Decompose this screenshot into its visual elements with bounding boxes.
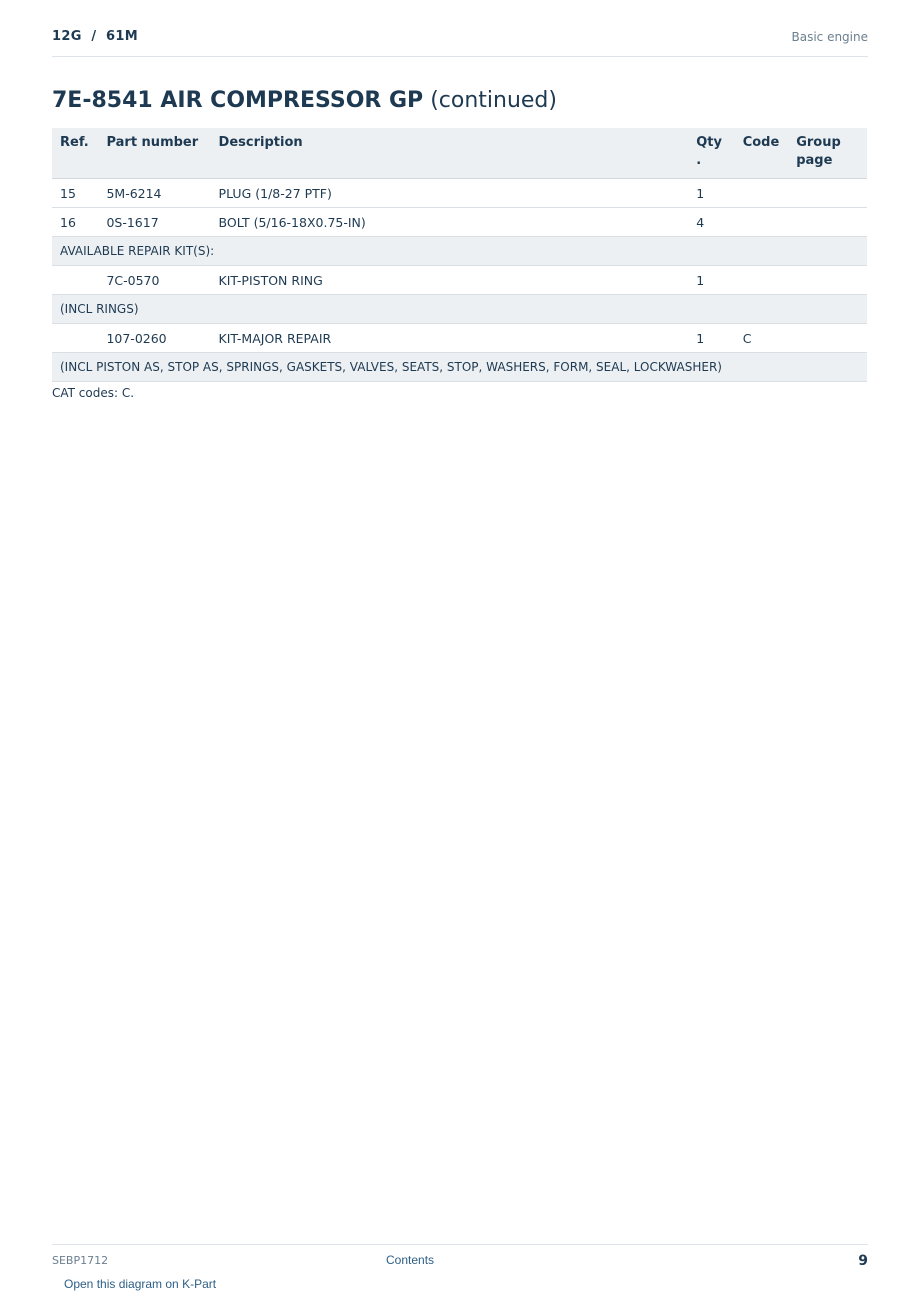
table-row xyxy=(52,208,867,237)
row-ref: 16 xyxy=(52,208,98,237)
note-text: (INCL PISTON AS, STOP AS, SPRINGS, GASKETS, VALVES, SEATS, STOP, WASHERS, FORM, SEAL, LOCKWASHER) xyxy=(52,353,867,382)
row-code xyxy=(735,266,789,295)
row-qty: 1 xyxy=(688,266,734,295)
table-row xyxy=(52,179,867,208)
row-group-page xyxy=(788,324,867,353)
header-group-page: Group page xyxy=(788,128,867,179)
page-header xyxy=(52,0,868,57)
table-row xyxy=(52,266,867,295)
row-description: BOLT (5/16-18X0.75-IN) xyxy=(211,208,689,237)
header-description: Description xyxy=(211,128,689,179)
row-ref xyxy=(52,266,98,295)
row-code xyxy=(735,179,789,208)
table-row xyxy=(52,324,867,353)
row-group-page xyxy=(788,208,867,237)
section-label: Basic engine xyxy=(791,30,868,44)
contents-link[interactable]: Contents xyxy=(386,1253,435,1267)
header-code: Code xyxy=(735,128,789,179)
model-label: 12G / 61M xyxy=(52,29,138,44)
row-group-page xyxy=(788,179,867,208)
cat-codes: CAT codes: C. xyxy=(52,386,135,400)
row-qty: 4 xyxy=(688,208,734,237)
title-suffix: (continued) xyxy=(430,88,557,113)
note-text: (INCL RINGS) xyxy=(52,295,867,324)
row-code xyxy=(735,208,789,237)
row-qty: 1 xyxy=(688,324,734,353)
table-note-row xyxy=(52,295,867,324)
row-part-number: 5M-6214 xyxy=(98,179,210,208)
header-ref: Ref. xyxy=(52,128,98,179)
row-code: C xyxy=(735,324,789,353)
row-qty: 1 xyxy=(688,179,734,208)
header-part-number: Part number xyxy=(98,128,210,179)
title-main: 7E-8541 AIR COMPRESSOR GP xyxy=(52,88,424,113)
kpart-link[interactable]: Open this diagram on K-Part xyxy=(64,1277,217,1291)
header-qty: Qty . xyxy=(688,128,734,179)
row-group-page xyxy=(788,266,867,295)
row-part-number: 107-0260 xyxy=(98,324,210,353)
row-part-number: 0S-1617 xyxy=(98,208,210,237)
row-description: KIT-MAJOR REPAIR xyxy=(211,324,689,353)
parts-table xyxy=(52,128,867,382)
row-part-number: 7C-0570 xyxy=(98,266,210,295)
table-note-row xyxy=(52,353,867,382)
page-footer xyxy=(52,1244,868,1301)
row-description: KIT-PISTON RING xyxy=(211,266,689,295)
note-text: AVAILABLE REPAIR KIT(S): xyxy=(52,237,867,266)
row-description: PLUG (1/8-27 PTF) xyxy=(211,179,689,208)
document-id: SEBP1712 xyxy=(52,1254,109,1267)
table-note-row xyxy=(52,237,867,266)
row-ref: 15 xyxy=(52,179,98,208)
page-title xyxy=(52,88,557,113)
table-header-row xyxy=(52,128,867,179)
row-ref xyxy=(52,324,98,353)
page-number: 9 xyxy=(858,1253,868,1269)
